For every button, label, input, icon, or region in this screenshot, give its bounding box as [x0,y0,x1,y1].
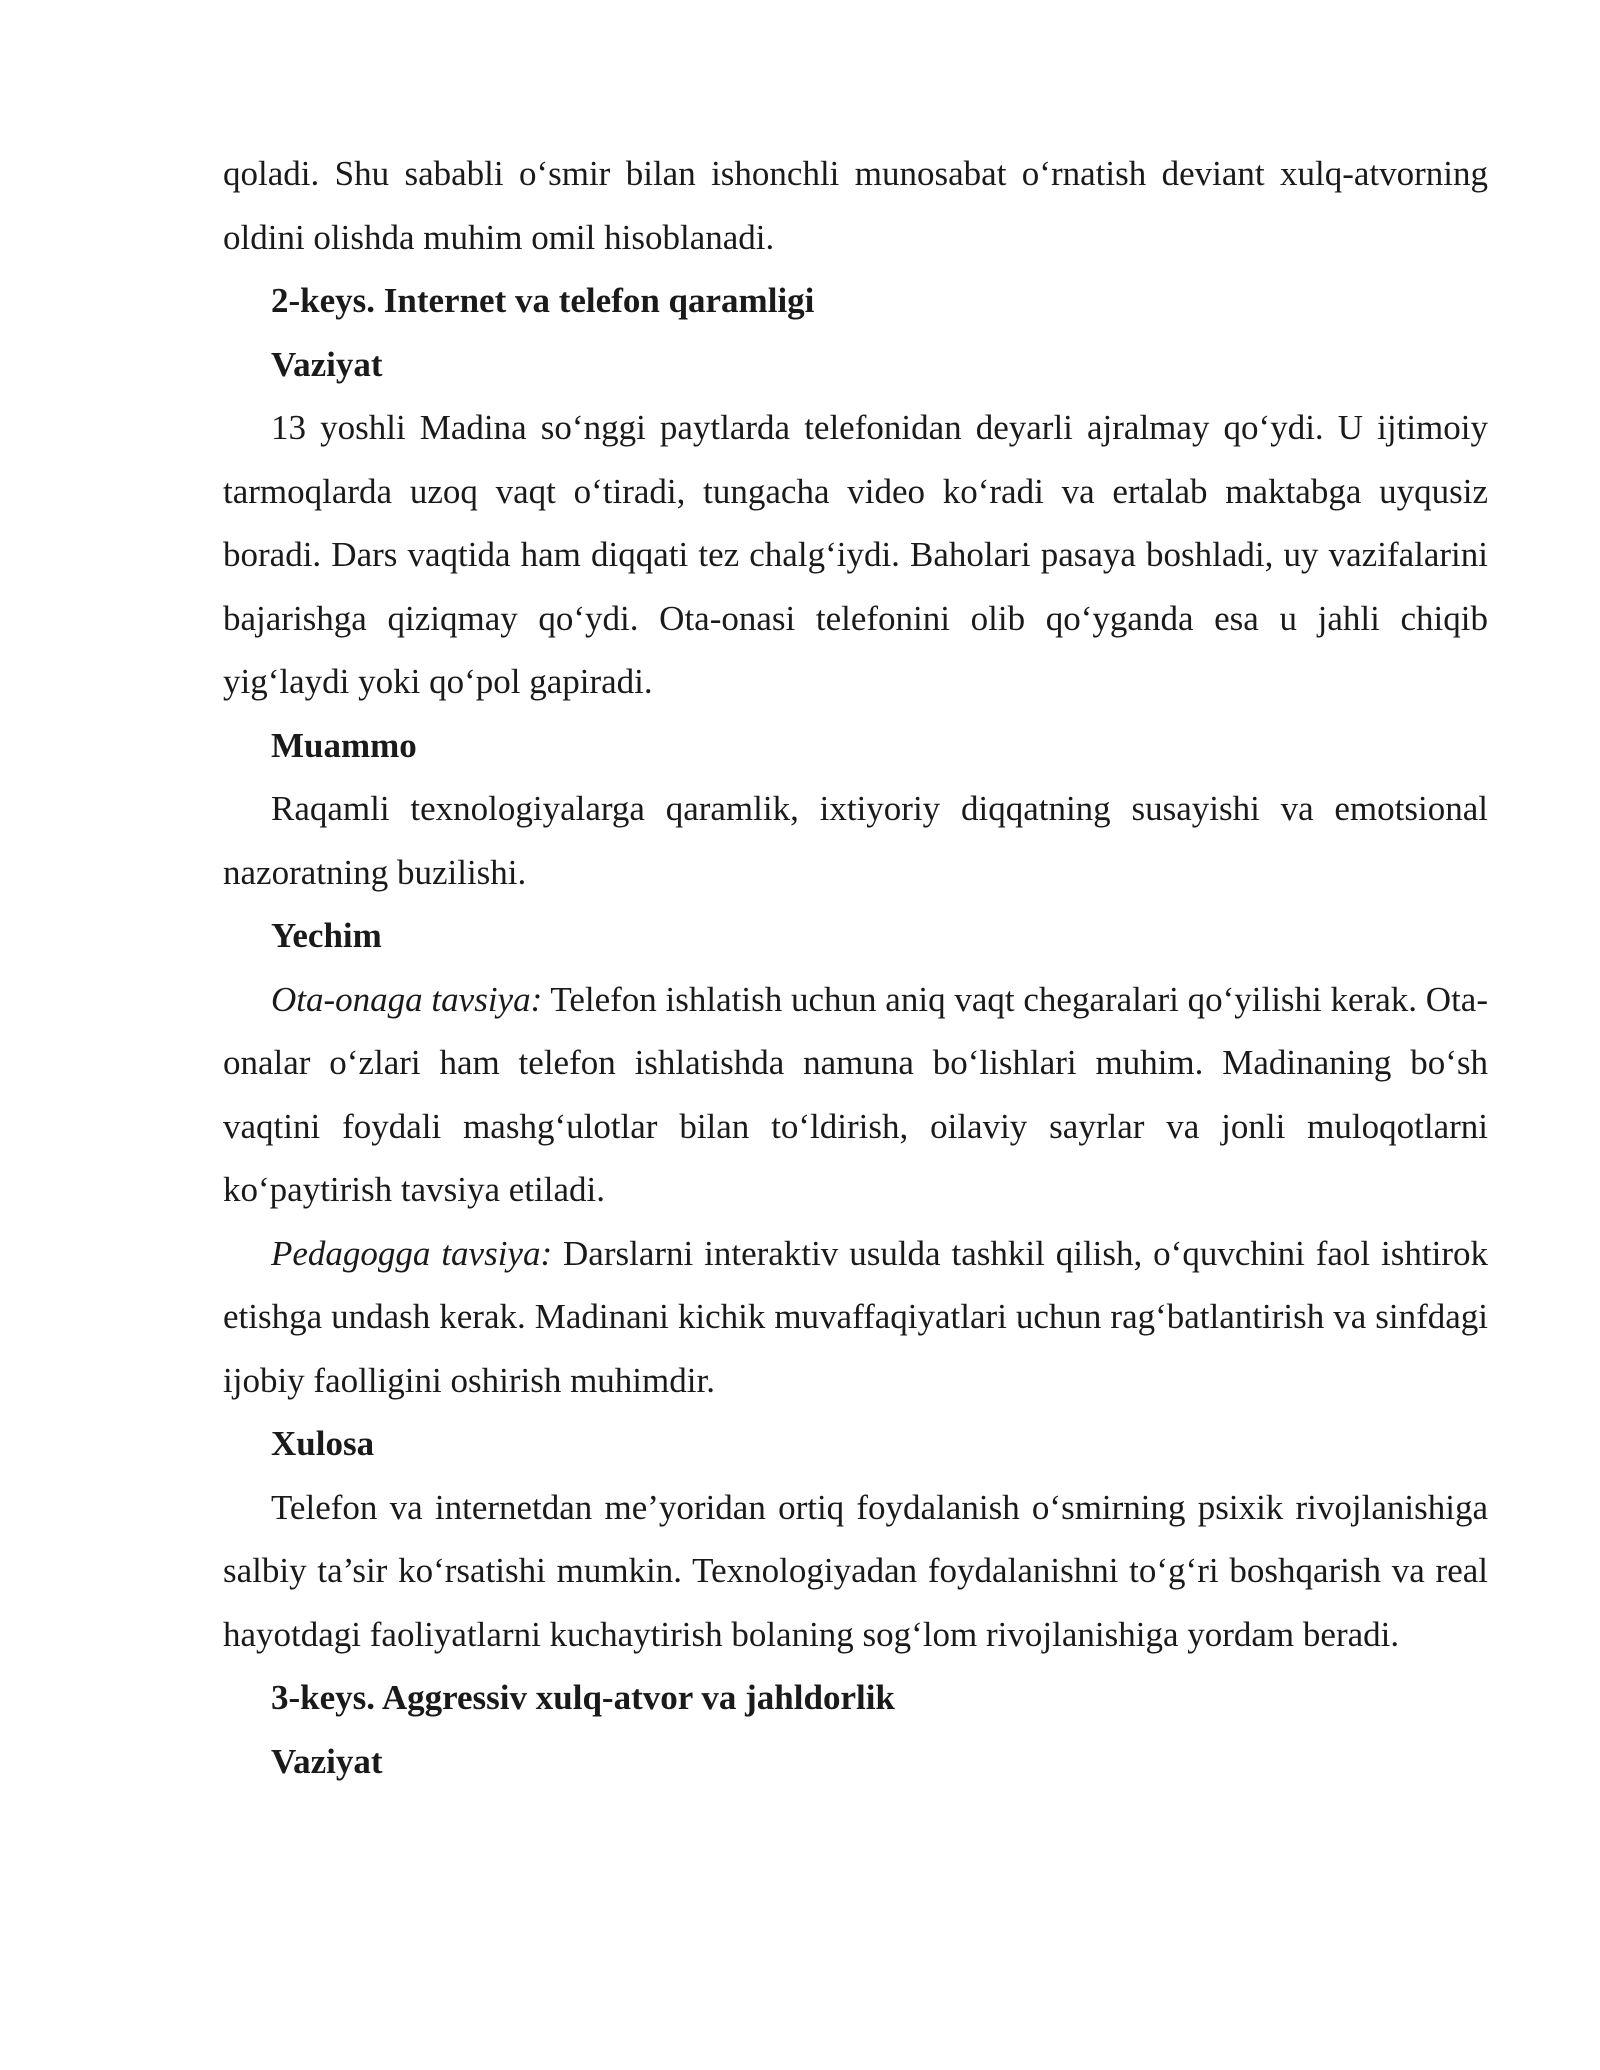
case2-situation-heading: Vaziyat [271,344,383,384]
case3-situation-heading: Vaziyat [271,1741,383,1781]
case2-problem-paragraph: Raqamli texnologiyalarga qaramlik, ixtiyoriy diqqatning susayishi va emotsional nazoratning buzilishi. [223,789,1488,892]
document-page [223,142,1488,1793]
parent-recommendation-text: Telefon ishlatish uchun aniq vaqt chegaralari qo‘yilishi kerak. Ota-onalar o‘zlari ham telefon ishlatishda namuna bo‘lishlari muhim. Madinaning bo‘sh vaqtini foydali mashg‘ulotlar bilan to‘ldirish, oilaviy sayrlar va jonli muloqotlarni ko‘paytirish tavsiya etiladi. [223,979,1488,1209]
case2-teacher-recommendation [223,1222,1488,1413]
case3-title: 3-keys. Aggressiv xulq-atvor va jahldorlik [271,1678,895,1717]
teacher-recommendation-label: Pedagogga tavsiya: [271,1233,553,1273]
case2-parent-recommendation [223,968,1488,1222]
intro-paragraph: qoladi. Shu sababli o‘smir bilan ishonchli munosabat o‘rnatish deviant xulq-atvorning oldini olishda muhim omil hisoblanadi. [223,154,1488,257]
case2-situation-paragraph: 13 yoshli Madina so‘nggi paytlarda telefonidan deyarli ajralmay qo‘ydi. U ijtimoiy tarmoqlarda uzoq vaqt o‘tiradi, tungacha video ko‘radi va ertalab maktabga uyqusiz boradi. Dars vaqtida ham diqqati tez chalg‘iydi. Baholari pasaya boshladi, uy vazifalarini bajarishga qiziqmay qo‘ydi. Ota-onasi telefonini olib qo‘yganda esa u jahli chiqib yig‘laydi yoki qo‘pol gapiradi. [223,408,1488,701]
teacher-recommendation-text: Darslarni interaktiv usulda tashkil qilish, o‘quvchini faol ishtirok etishga undash kerak. Madinani kichik muvaffaqiyatlari uchun rag‘batlantirish va sinfdagi ijobiy faolligini oshirish muhimdir. [223,1233,1488,1400]
case2-solution-heading: Yechim [271,916,382,955]
case2-conclusion-heading: Xulosa [271,1424,375,1463]
case2-title: 2-keys. Internet va telefon qaramligi [271,281,815,320]
parent-recommendation-label: Ota-onaga tavsiya: [271,979,543,1019]
case2-problem-heading: Muammo [271,725,417,765]
case2-conclusion-paragraph: Telefon va internetdan me’yoridan ortiq foydalanish o‘smirning psixik rivojlanishiga salbiy ta’sir ko‘rsatishi mumkin. Texnologiyadan foydalanishni to‘g‘ri boshqarish va real hayotdagi faoliyatlarni kuchaytirish bolaning sog‘lom rivojlanishiga yordam beradi. [223,1487,1488,1654]
